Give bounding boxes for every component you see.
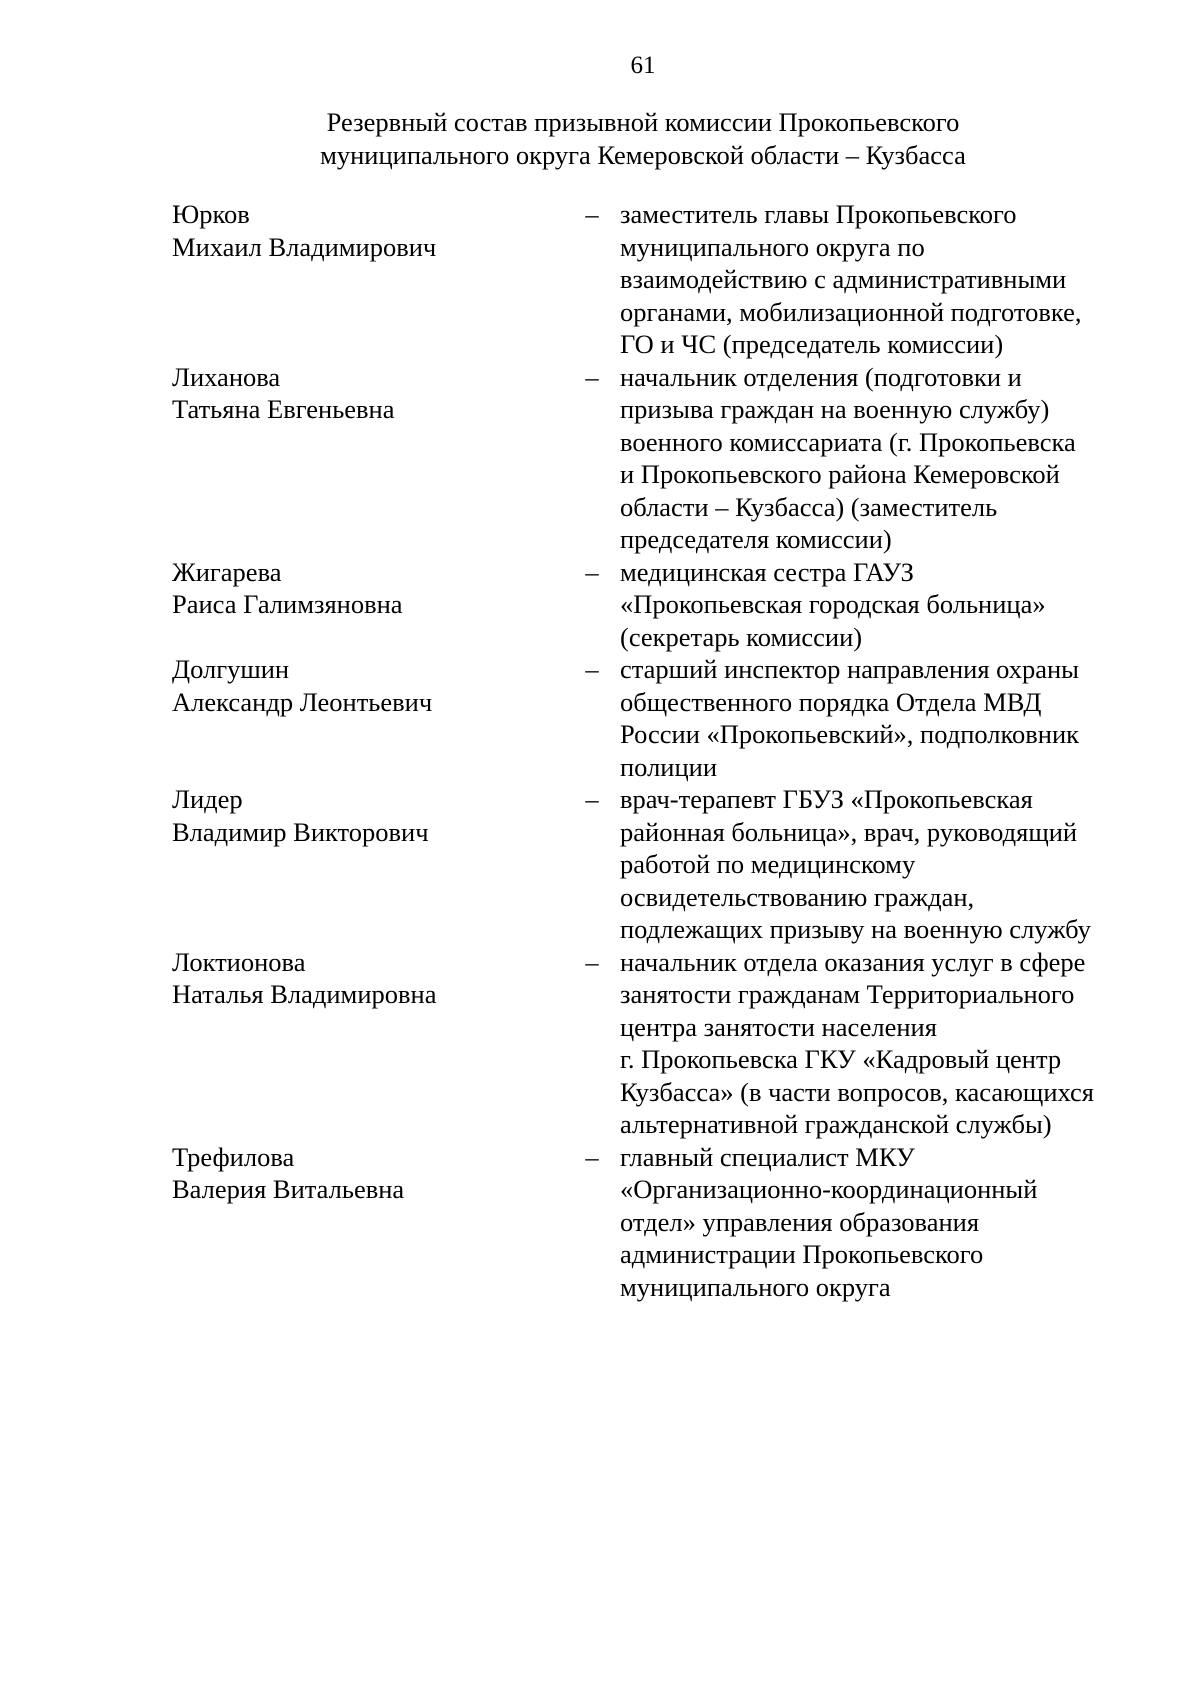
role-line: начальник отделения (подготовки и (620, 361, 1022, 392)
member-entry (172, 783, 1152, 946)
role-line: заместитель главы Прокопьевского (620, 199, 1017, 229)
role-line: работой по медицинскому (620, 849, 916, 879)
member-role (620, 946, 1140, 1141)
role-line: (секретарь комиссии) (620, 621, 863, 652)
member-name (172, 198, 572, 361)
role-line: призыва граждан на военную службу) (620, 394, 1050, 424)
role-line: «Прокопьевская городская больница» (620, 589, 1046, 619)
dash-separator: – (585, 556, 599, 587)
role-line: администрации Прокопьевского (620, 1239, 984, 1269)
member-role (620, 361, 1140, 556)
member-given-names: Наталья Владимировна (172, 979, 437, 1009)
role-line: подлежащих призыву на военную службу (620, 914, 1091, 944)
role-line: взаимодействию с административными (620, 264, 1067, 294)
member-surname: Жигарева (172, 556, 282, 587)
role-line: муниципального округа по (620, 231, 925, 262)
member-surname: Локтионова (172, 946, 306, 977)
member-given-names: Татьяна Евгеньевна (172, 394, 395, 424)
role-line: муниципального округа (620, 1271, 891, 1302)
member-entry (172, 653, 1152, 783)
role-line: Кузбасса» (в части вопросов, касающихся (620, 1076, 1094, 1107)
member-surname: Долгушин (172, 654, 290, 684)
member-given-names: Владимир Викторович (172, 816, 429, 847)
dash-separator: – (585, 361, 599, 392)
title-line: Резервный состав призывной комиссии Прокопьевского (326, 107, 960, 137)
member-role (620, 783, 1140, 946)
member-role (620, 1141, 1140, 1304)
role-line: военного комиссариата (г. Прокопьевска (620, 426, 1076, 457)
role-line: председателя комиссии) (620, 524, 892, 554)
role-line: России «Прокопьевский», подполковник (620, 719, 1080, 749)
role-line: отдел» управления образования (620, 1206, 980, 1237)
dash-separator: – (585, 654, 599, 684)
role-line: занятости гражданам Территориального (620, 979, 1075, 1009)
member-name (172, 653, 572, 783)
member-name (172, 556, 572, 654)
role-line: альтернативной гражданской службы) (620, 1109, 1052, 1139)
member-entry (172, 361, 1152, 556)
member-surname: Лидер (172, 784, 243, 814)
role-line: полиции (620, 751, 718, 782)
title-line: муниципального округа Кемеровской области – Кузбасса (320, 139, 966, 170)
dash-separator: – (585, 1141, 599, 1172)
role-line: старший инспектор направления охраны (620, 654, 1079, 684)
member-entry (172, 198, 1152, 361)
role-line: медицинская сестра ГАУЗ (620, 556, 914, 587)
page-number: 61 (630, 52, 656, 79)
member-role (620, 653, 1140, 783)
member-entry (172, 1141, 1152, 1304)
document-title (0, 106, 1200, 171)
dash-separator: – (585, 199, 599, 229)
role-line: центра занятости населения (620, 1011, 937, 1042)
member-role (620, 556, 1140, 654)
member-given-names: Валерия Витальевна (172, 1174, 405, 1204)
role-line: области – Кузбасса) (заместитель (620, 491, 998, 522)
member-given-names: Михаил Владимирович (172, 231, 437, 262)
role-line: органами, мобилизационной подготовке, (620, 296, 1082, 327)
member-name (172, 946, 572, 1141)
member-entry (172, 946, 1152, 1141)
dash-separator: – (585, 784, 599, 814)
role-line: ГО и ЧС (председатель комиссии) (620, 329, 1004, 359)
member-surname: Юрков (172, 199, 250, 229)
member-name (172, 783, 572, 946)
role-line: главный специалист МКУ (620, 1141, 915, 1172)
member-given-names: Александр Леонтьевич (172, 686, 433, 717)
member-role (620, 198, 1140, 361)
role-line: г. Прокопьевска ГКУ «Кадровый центр (620, 1044, 1062, 1074)
member-name (172, 361, 572, 556)
role-line: начальник отдела оказания услуг в сфере (620, 946, 1086, 977)
member-name (172, 1141, 572, 1304)
member-surname: Трефилова (172, 1141, 295, 1172)
role-line: врач-терапевт ГБУЗ «Прокопьевская (620, 784, 1033, 814)
member-entry (172, 556, 1152, 654)
role-line: освидетельствованию граждан, (620, 881, 975, 912)
member-given-names: Раиса Галимзяновна (172, 589, 403, 619)
dash-separator: – (585, 946, 599, 977)
members-list (172, 198, 1152, 1303)
role-line: «Организационно-координационный (620, 1174, 1038, 1204)
role-line: общественного порядка Отдела МВД (620, 686, 1042, 717)
role-line: и Прокопьевского района Кемеровской (620, 459, 1060, 489)
member-surname: Лиханова (172, 361, 281, 392)
role-line: районная больница», врач, руководящий (620, 816, 1078, 847)
